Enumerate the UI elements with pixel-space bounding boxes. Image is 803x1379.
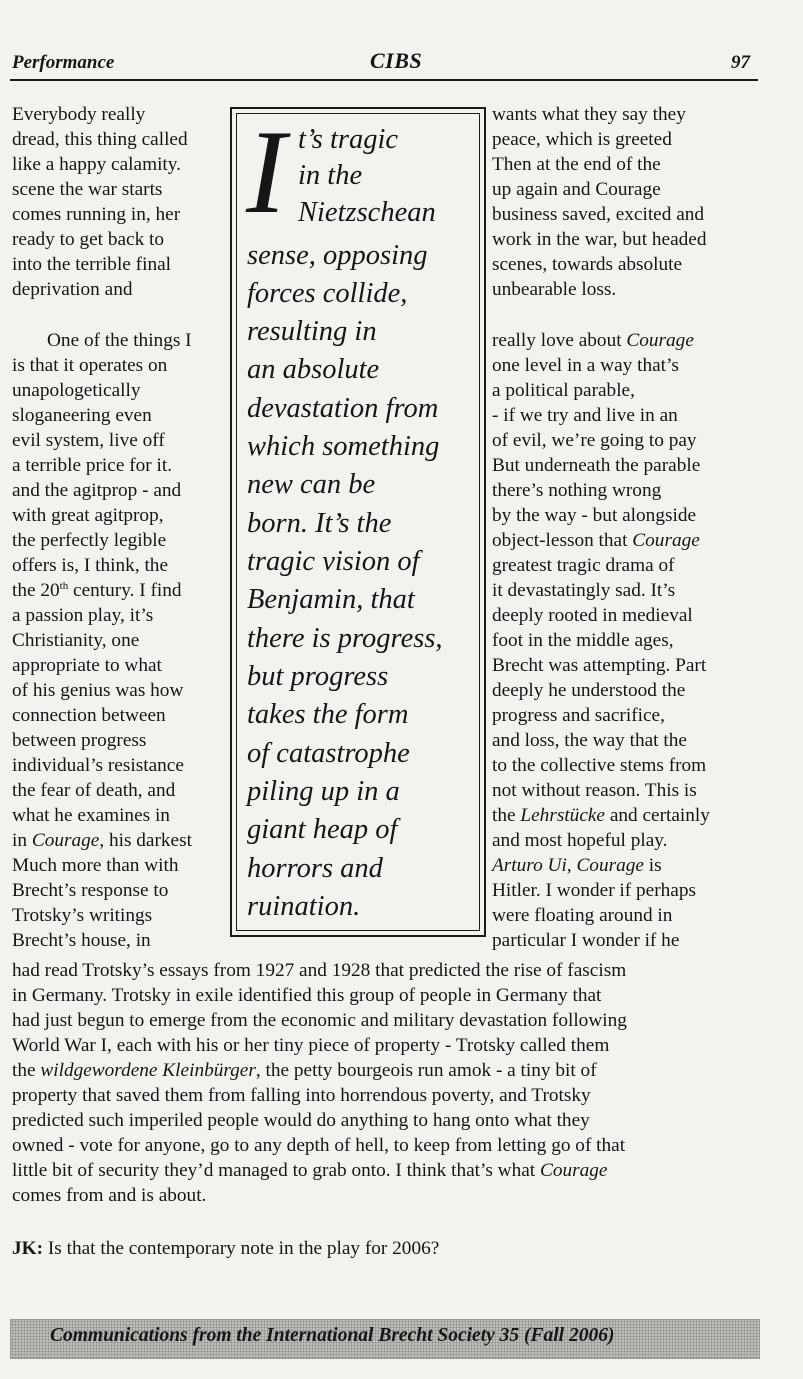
- body-line: one level in a way that’s: [492, 355, 679, 376]
- body-line: World War I, each with his or her tiny piece of property - Trotsky called them: [12, 1035, 610, 1056]
- body-line: appropriate to what: [12, 655, 162, 676]
- pullquote-line: but progress: [247, 661, 389, 692]
- text-span: , the petty bourgeois run amok - a tiny bit of: [255, 1060, 597, 1081]
- body-line: scenes, towards absolute: [492, 254, 683, 275]
- body-line: foot in the middle ages,: [492, 630, 674, 651]
- italic-title: Lehrstücke: [520, 805, 605, 826]
- body-line: by the way - but alongside: [492, 505, 697, 526]
- text-span: little bit of security they’d managed to grab onto. I think that’s what: [12, 1160, 540, 1181]
- text-span: the 20: [12, 580, 60, 601]
- body-line: evil system, live off: [12, 430, 165, 451]
- pullquote-line: takes the form: [247, 699, 409, 730]
- body-line: [492, 328, 694, 353]
- body-line: with great agitprop,: [12, 505, 164, 526]
- body-line: Brecht’s house, in: [12, 930, 151, 951]
- pullquote-line: devastation from: [247, 393, 439, 424]
- body-line: property that saved them from falling into horrendous poverty, and Trotsky: [12, 1085, 591, 1106]
- body-line: One of the things I: [47, 330, 192, 351]
- body-line: to the collective stems from: [492, 755, 707, 776]
- pullquote-line: born. It’s the: [247, 508, 392, 539]
- pullquote-line: horrors and: [247, 853, 383, 884]
- body-line: comes running in, her: [12, 204, 181, 225]
- italic-term: wildgewordene Kleinbürger: [40, 1060, 256, 1081]
- text-span: in: [12, 830, 32, 851]
- body-line: owned - vote for anyone, go to any depth of hell, to keep from letting go of that: [12, 1135, 626, 1156]
- body-line: of his genius was how: [12, 680, 184, 701]
- body-line: individual’s resistance: [12, 755, 184, 776]
- pullquote-line: Nietzschean: [298, 197, 436, 228]
- interview-question: [12, 1236, 439, 1261]
- text-span: the: [492, 805, 521, 826]
- footer-text: Communications from the International Brecht Society 35 (Fall 2006): [50, 1325, 615, 1346]
- body-line: not without reason. This is: [492, 780, 697, 801]
- body-line: [492, 853, 662, 878]
- body-line: into the terrible final: [12, 254, 172, 275]
- body-line: scene the war starts: [12, 179, 163, 200]
- body-line: greatest tragic drama of: [492, 555, 675, 576]
- body-line: and most hopeful play.: [492, 830, 668, 851]
- body-line: a terrible price for it.: [12, 455, 173, 476]
- body-line: [492, 803, 710, 828]
- body-line: offers is, I think, the: [12, 555, 169, 576]
- pullquote-line: in the: [298, 160, 363, 191]
- body-line: dread, this thing called: [12, 129, 188, 150]
- text-span: object-lesson that: [492, 530, 633, 551]
- body-line: unapologetically: [12, 380, 141, 401]
- body-line: - if we try and live in an: [492, 405, 678, 426]
- text-span: is: [643, 855, 662, 876]
- body-line: comes from and is about.: [12, 1185, 207, 1206]
- pullquote-line: piling up in a: [247, 776, 400, 807]
- body-line: connection between: [12, 705, 166, 726]
- body-line: up again and Courage: [492, 179, 661, 200]
- pullquote-line: resulting in: [247, 316, 377, 347]
- body-line: Much more than with: [12, 855, 179, 876]
- body-line: Trotsky’s writings: [12, 905, 153, 926]
- italic-title: Arturo Ui, Courage: [492, 855, 644, 876]
- pullquote-line: there is progress,: [247, 623, 443, 654]
- italic-title: Courage: [539, 1160, 608, 1181]
- pullquote-line: an absolute: [247, 354, 380, 385]
- body-line: Hitler. I wonder if perhaps: [492, 880, 696, 901]
- body-line: and the agitprop - and: [12, 480, 182, 501]
- body-line: of evil, we’re going to pay: [492, 430, 697, 451]
- pullquote-line: tragic vision of: [247, 546, 420, 577]
- body-line: Christianity, one: [12, 630, 140, 651]
- body-line: Brecht was attempting. Part: [492, 655, 707, 676]
- body-line: like a happy calamity.: [12, 154, 182, 175]
- italic-title: Courage: [632, 530, 700, 551]
- body-line: had just begun to emerge from the economic and military devastation following: [12, 1010, 627, 1031]
- body-line: Then at the end of the: [492, 154, 661, 175]
- speaker-label: JK:: [12, 1238, 44, 1259]
- body-line: [12, 1158, 607, 1183]
- body-line: the perfectly legible: [12, 530, 167, 551]
- pullquote-line: t’s tragic: [298, 124, 399, 155]
- body-line: a political parable,: [492, 380, 635, 401]
- body-line: [12, 1058, 597, 1083]
- body-line: work in the war, but headed: [492, 229, 707, 250]
- text-span: and certainly: [605, 805, 710, 826]
- pullquote-line: giant heap of: [247, 814, 398, 845]
- body-line: were floating around in: [492, 905, 673, 926]
- italic-title: Courage: [626, 330, 694, 351]
- body-line: [492, 528, 700, 553]
- body-line: business saved, excited and: [492, 204, 705, 225]
- pullquote-dropcap: I: [246, 105, 286, 238]
- pullquote-line: new can be: [247, 469, 376, 500]
- body-line: a passion play, it’s: [12, 605, 154, 626]
- body-line: deeply he understood the: [492, 680, 686, 701]
- body-line: Everybody really: [12, 104, 146, 125]
- body-line: particular I wonder if he: [492, 930, 680, 951]
- body-line: unbearable loss.: [492, 279, 617, 300]
- body-line: in Germany. Trotsky in exile identified this group of people in Germany that: [12, 985, 602, 1006]
- section-title: Performance: [12, 52, 115, 73]
- header-rule: [10, 79, 758, 81]
- body-line: between progress: [12, 730, 147, 751]
- pullquote-line: forces collide,: [247, 278, 408, 309]
- body-line: progress and sacrifice,: [492, 705, 665, 726]
- pullquote-line: of catastrophe: [247, 738, 410, 769]
- superscript: th: [59, 580, 69, 592]
- body-line: Brecht’s response to: [12, 880, 169, 901]
- body-line: wants what they say they: [492, 104, 686, 125]
- question-text: Is that the contemporary note in the play for 2006?: [43, 1238, 440, 1259]
- body-line: peace, which is greeted: [492, 129, 672, 150]
- body-line: [12, 578, 182, 603]
- body-line: sloganeering even: [12, 405, 152, 426]
- pullquote-line: which something: [247, 431, 440, 462]
- pullquote-line: ruination.: [247, 891, 361, 922]
- body-line: had read Trotsky’s essays from 1927 and 1928 that predicted the rise of fascism: [12, 960, 627, 981]
- body-line: But underneath the parable: [492, 455, 701, 476]
- body-line: predicted such imperiled people would do anything to hang onto what they: [12, 1110, 590, 1131]
- pullquote-line: Benjamin, that: [247, 584, 415, 615]
- pullquote-line: sense, opposing: [247, 240, 428, 271]
- body-line: what he examines in: [12, 805, 170, 826]
- body-line: deprivation and: [12, 279, 133, 300]
- body-line: it devastatingly sad. It’s: [492, 580, 676, 601]
- text-span: really love about: [492, 330, 627, 351]
- text-span: the: [12, 1060, 41, 1081]
- text-span: century. I find: [68, 580, 182, 601]
- body-line: is that it operates on: [12, 355, 168, 376]
- body-line: there’s nothing wrong: [492, 480, 662, 501]
- body-line: the fear of death, and: [12, 780, 176, 801]
- body-line: [12, 828, 192, 853]
- text-span: , his darkest: [99, 830, 192, 851]
- journal-title: CIBS: [370, 48, 423, 73]
- page-number: 97: [731, 52, 750, 73]
- body-line: and loss, the way that the: [492, 730, 687, 751]
- italic-title: Courage: [31, 830, 100, 851]
- body-line: deeply rooted in medieval: [492, 605, 693, 626]
- body-line: ready to get back to: [12, 229, 165, 250]
